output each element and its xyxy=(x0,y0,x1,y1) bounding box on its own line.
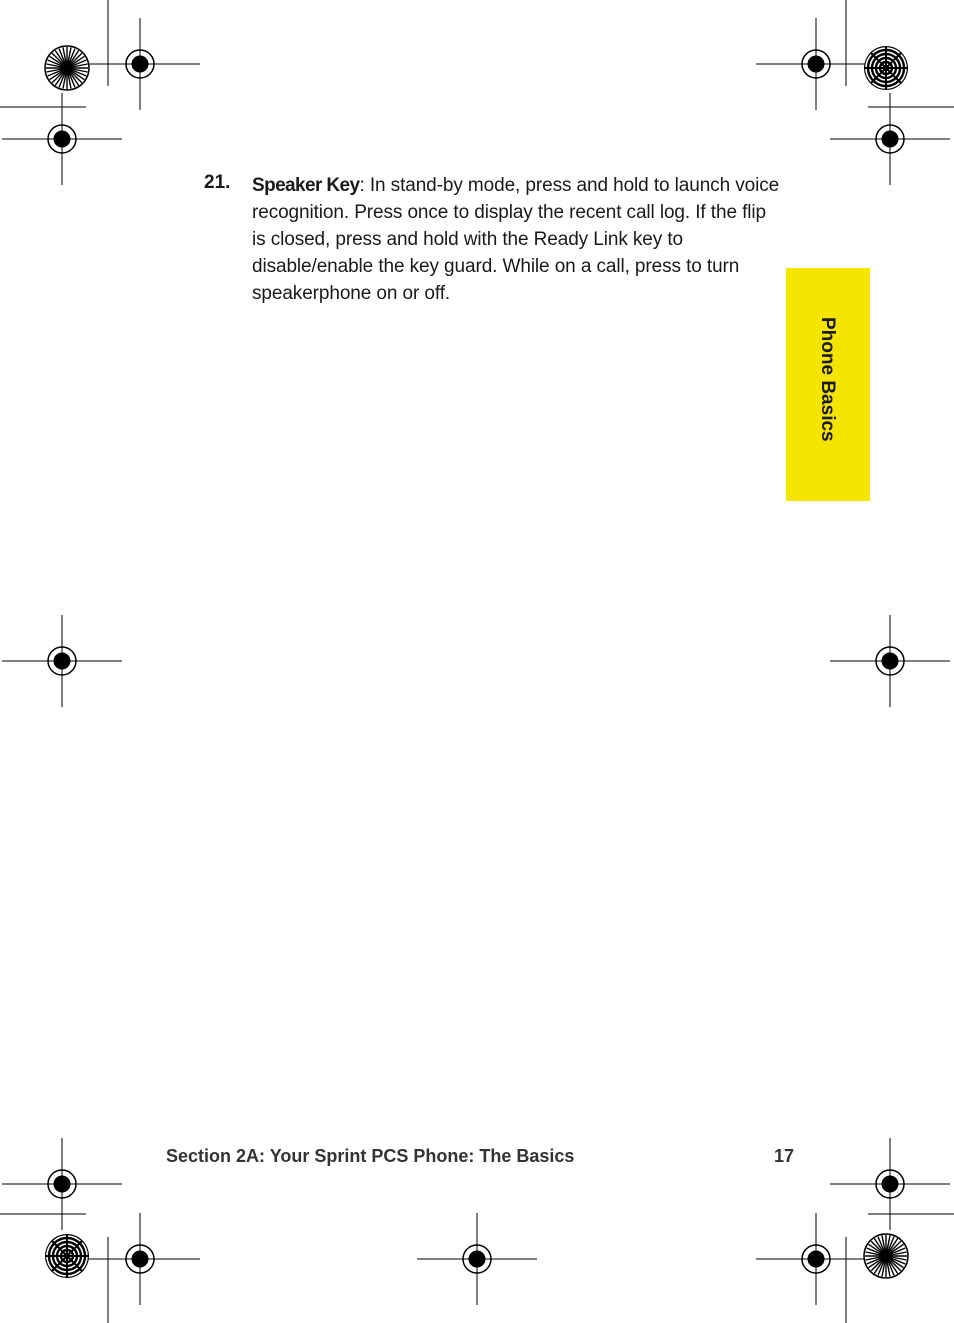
registration-mark-icon xyxy=(80,18,200,110)
list-item-description: : In stand-by mode, press and hold to launch voice recognition. Press once to display the recent call log. If the flip is closed, press and hold with the Ready Link key to disable/enable the key guard. While on a call, press to turn speakerphone on or off. xyxy=(252,175,780,304)
section-side-tab-label: Phone Basics xyxy=(817,317,838,442)
registration-mark-icon xyxy=(2,1138,122,1230)
registration-mark-icon xyxy=(2,615,122,707)
list-item-text xyxy=(252,172,780,307)
section-side-tab xyxy=(786,268,870,501)
registration-mark-icon xyxy=(830,1138,950,1230)
page-number: 17 xyxy=(774,1146,795,1166)
registration-mark-icon xyxy=(830,615,950,707)
starburst-dark-icon xyxy=(864,46,908,90)
footer-section-title: Section 2A: Your Sprint PCS Phone: The Basics xyxy=(166,1146,575,1166)
list-item-number: 21. xyxy=(204,172,231,193)
registration-mark-icon xyxy=(756,18,876,110)
registration-mark-icon xyxy=(756,1213,876,1305)
list-item-term: Speaker Key xyxy=(252,175,360,196)
registration-mark-icon xyxy=(417,1213,537,1305)
registration-mark-icon xyxy=(80,1213,200,1305)
starburst-dark-icon xyxy=(45,1234,89,1278)
starburst-icon xyxy=(864,1234,908,1278)
starburst-icon xyxy=(45,46,89,90)
